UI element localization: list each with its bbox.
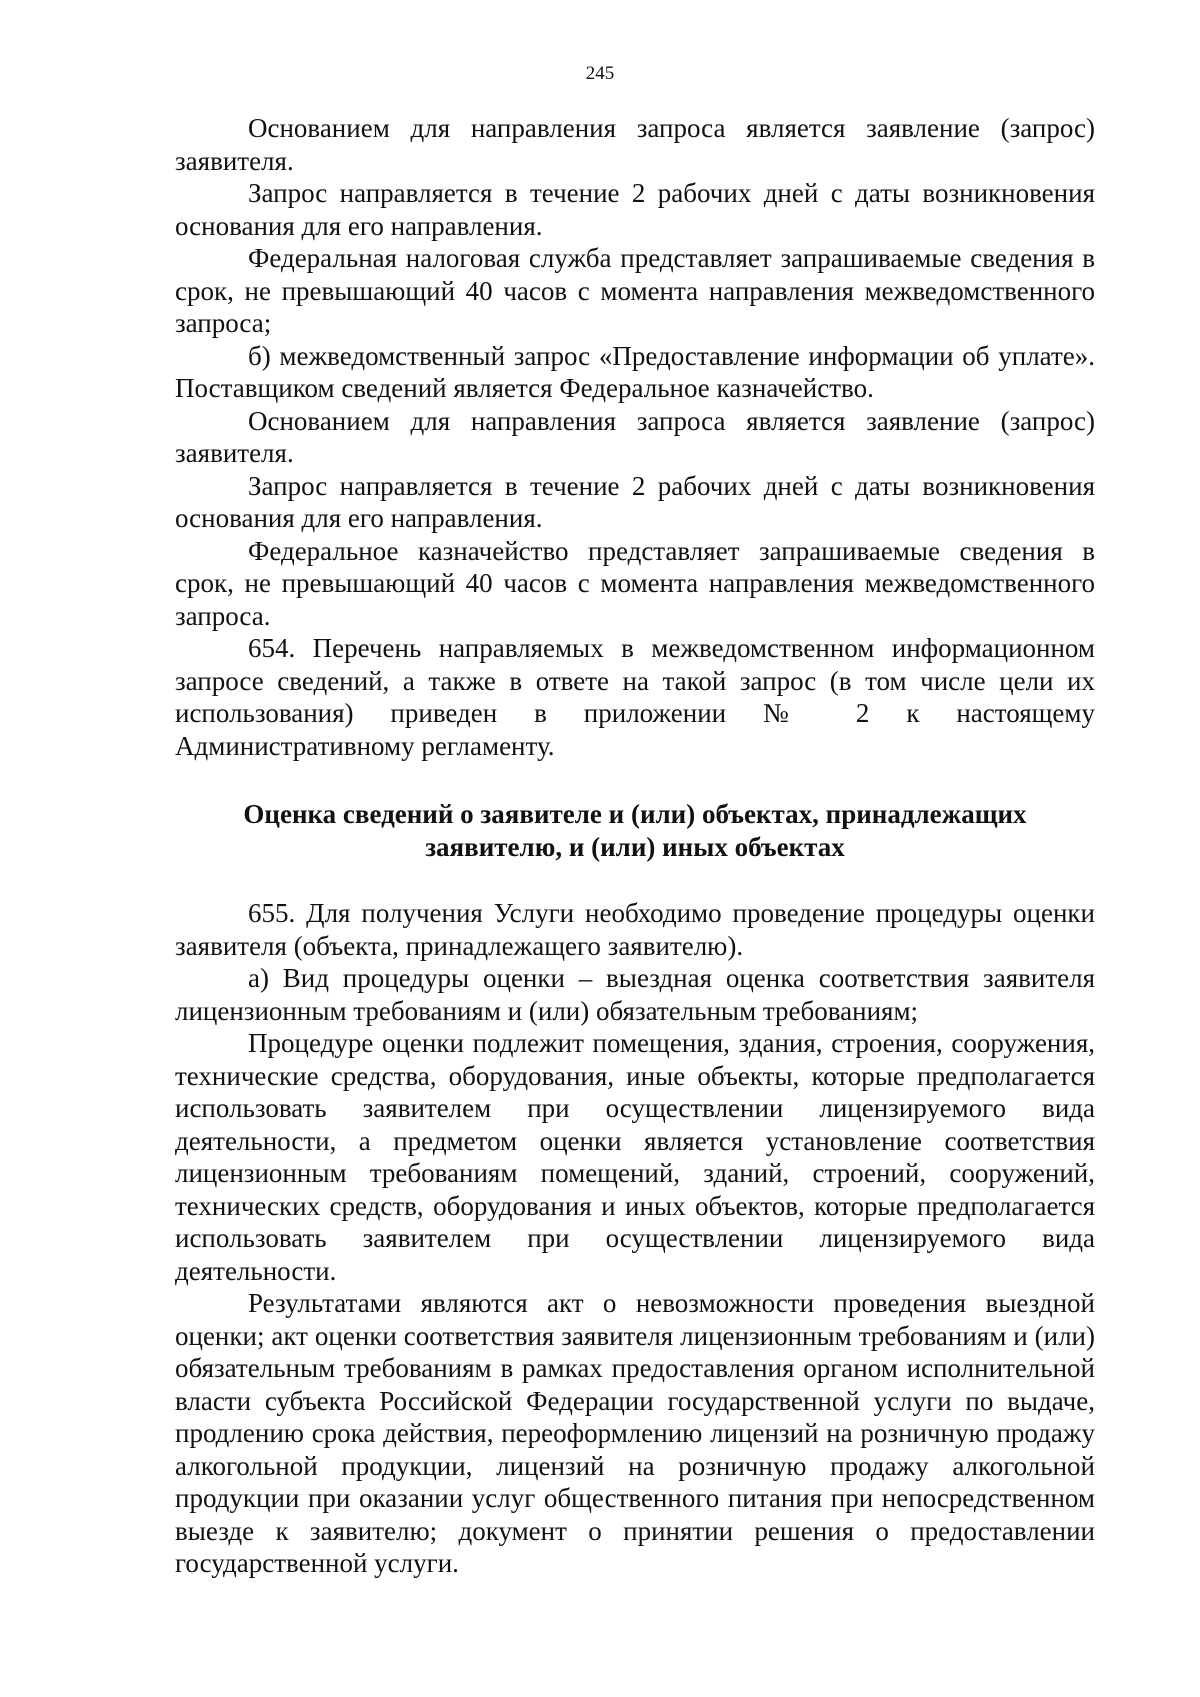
paragraph: Запрос направляется в течение 2 рабочих дней с даты возникновения основания для его направления.: [175, 178, 1095, 241]
page-number: 245: [585, 63, 615, 84]
paragraph: б) межведомственный запрос «Предоставление информации об уплате». Поставщиком сведений является Федеральное казначейство.: [175, 340, 1095, 403]
paragraph: а) Вид процедуры оценки – выездная оценка соответствия заявителя лицензионным требованиям и (или) обязательным требованиям;: [175, 963, 1095, 1026]
paragraph: Результатами являются акт о невозможности проведения выездной оценки; акт оценки соответствия заявителя лицензионным требованиям и (или) обязательным требованиям в рамках предоставления органом исполнительной власти субъекта Российской Федерации государственной услуги по выдаче, продлению срока действия, переоформлению лицензий на розничную продажу алкогольной продукции, лицензий на розничную продажу алкогольной продукции при оказании услуг общественного питания при непосредственном выезде к заявителю; документ о принятии решения о предоставлении государственной услуги.: [175, 1288, 1095, 1578]
paragraph: Основанием для направления запроса является заявление (запрос) заявителя.: [175, 405, 1095, 468]
paragraph: Федеральная налоговая служба представляет запрашиваемые сведения в срок, не превышающий 40 часов с момента направления межведомственного запроса;: [175, 243, 1095, 338]
paragraph: Федеральное казначейство представляет запрашиваемые сведения в срок, не превышающий 40 часов с момента направления межведомственного запроса.: [175, 535, 1095, 631]
paragraph: Процедуре оценки подлежит помещения, здания, строения, сооружения, технические средства, оборудования, иные объекты, которые предполагается использовать заявителем при осуществлении лицензируемого вида деятельности, а предметом оценки является установление соответствия лицензионным требованиям помещений, зданий, строений, сооружений, технических средств, оборудования и иных объектов, которые предполагается использовать заявителем при осуществлении лицензируемого вида деятельности.: [175, 1028, 1095, 1286]
paragraph: Основанием для направления запроса является заявление (запрос) заявителя.: [175, 113, 1095, 176]
document-body: [175, 112, 1095, 1580]
section-heading: Оценка сведений о заявителе и (или) объектах, принадлежащих заявителю, и (или) иных объектах: [243, 799, 1027, 862]
paragraph: Запрос направляется в течение 2 рабочих дней с даты возникновения основания для его направления.: [175, 470, 1095, 533]
paragraph: 655. Для получения Услуги необходимо проведение процедуры оценки заявителя (объекта, принадлежащего заявителю).: [175, 898, 1095, 961]
paragraph: 654. Перечень направляемых в межведомственном информационном запросе сведений, а также в ответе на такой запрос (в том числе цели их использования) приведен в приложении № 2 к настоящему Административному регламенту.: [175, 633, 1095, 761]
